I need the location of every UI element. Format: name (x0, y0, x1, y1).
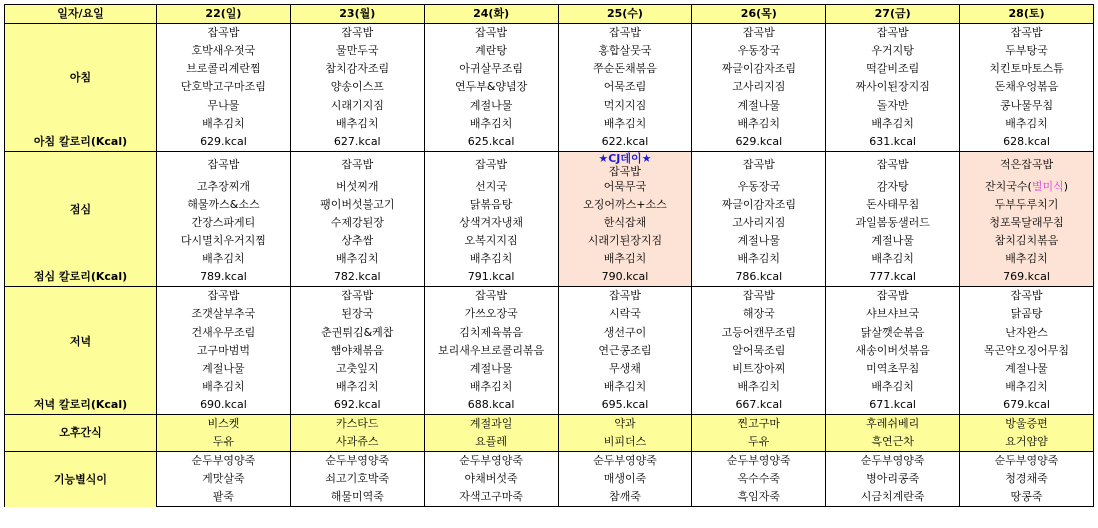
day-fri: 27(금) (826, 5, 960, 24)
menu-item: 배추김치 (826, 250, 960, 268)
dinner-row (5, 342, 1094, 360)
lunch-calorie-label: 점심 칼로리(Kcal) (5, 268, 157, 287)
menu-item: 김치제육볶음 (424, 324, 558, 342)
menu-item: 배추김치 (157, 115, 291, 133)
header-label: 일자/요일 (5, 5, 157, 24)
menu-item: 매생이죽 (558, 470, 692, 488)
menu-item: 잡곡밥 (960, 287, 1094, 306)
menu-item: 참치감자조림 (290, 60, 424, 78)
menu-item: 고사리지짐 (692, 214, 826, 232)
menu-item: 브로콜리계란찜 (157, 60, 291, 78)
menu-item: 땅콩죽 (960, 488, 1094, 507)
menu-item: 시락국 (558, 305, 692, 323)
menu-item: 오징어까스+소스 (558, 196, 692, 214)
calorie-value: 790.kcal (558, 268, 692, 287)
snack-section (5, 414, 1094, 451)
calorie-value: 786.kcal (692, 268, 826, 287)
menu-item: 카스타드 (290, 414, 424, 433)
menu-item: 배추김치 (424, 378, 558, 396)
menu-item: 두유 (157, 433, 291, 452)
menu-item: 감자탕 (826, 178, 960, 196)
menu-item: 계절나물 (692, 232, 826, 250)
lunch-row (5, 232, 1094, 250)
cj-day-badge: ★CJ데이★ (598, 151, 652, 165)
menu-item: 잡곡밥 (424, 287, 558, 306)
menu-item: 고등어캔무조림 (692, 324, 826, 342)
menu-item: 무생채 (558, 360, 692, 378)
dinner-row (5, 378, 1094, 396)
special-dish-tag: 별미식 (1031, 179, 1064, 193)
menu-item: 배추김치 (960, 378, 1094, 396)
menu-item: 비피더스 (558, 433, 692, 452)
calorie-value: 629.kcal (157, 133, 291, 152)
menu-item: 참치김치볶음 (960, 232, 1094, 250)
menu-item: 잡곡밥 (692, 151, 826, 178)
menu-item: 시래기지짐 (290, 96, 424, 114)
menu-item: 사과쥬스 (290, 433, 424, 452)
menu-item: 어묵조림 (558, 78, 692, 96)
menu-item: 배추김치 (826, 115, 960, 133)
menu-item: 건새우무조림 (157, 324, 291, 342)
dinner-row (5, 287, 1094, 306)
dinner-row (5, 360, 1094, 378)
menu-item: 오복지지짐 (424, 232, 558, 250)
menu-item: 잡곡밥 (290, 151, 424, 178)
menu-item: 고추장찌개 (157, 178, 291, 196)
menu-item: 알어묵조림 (692, 342, 826, 360)
breakfast-row (5, 115, 1094, 133)
menu-item: 순두부영양죽 (290, 452, 424, 471)
menu-item: 순두부영양죽 (826, 452, 960, 471)
menu-item: 순두부영양죽 (424, 452, 558, 471)
menu-item: 배추김치 (826, 378, 960, 396)
menu-item: 순두부영양죽 (558, 452, 692, 471)
menu-item: 한식잡채 (558, 214, 692, 232)
menu-item: 약과 (558, 414, 692, 433)
menu-item: 콩나물무침 (960, 96, 1094, 114)
menu-item: 버섯찌개 (290, 178, 424, 196)
menu-item (558, 151, 692, 178)
menu-item: 다시멸치우거지찜 (157, 232, 291, 250)
menu-item: 양송이스프 (290, 78, 424, 96)
calorie-value: 629.kcal (692, 133, 826, 152)
menu-item: 비트장아찌 (692, 360, 826, 378)
day-thu: 26(목) (692, 5, 826, 24)
menu-item: 잡곡밥 (826, 287, 960, 306)
menu-item: 순두부영양죽 (692, 452, 826, 471)
menu-item: 자색고구마죽 (424, 488, 558, 507)
lunch-calorie-row (5, 268, 1094, 287)
menu-item: 배추김치 (290, 115, 424, 133)
menu-item: 우거지탕 (826, 42, 960, 60)
menu-item: 배추김치 (290, 250, 424, 268)
menu-item: 단호박고구마조림 (157, 78, 291, 96)
lunch-section (5, 151, 1094, 287)
menu-item: 쭈순돈채볶음 (558, 60, 692, 78)
menu-item: 배추김치 (960, 115, 1094, 133)
menu-item: 잡곡밥 (424, 24, 558, 43)
lunch-row (5, 178, 1094, 196)
special-row (5, 488, 1094, 507)
menu-item: 배추김치 (157, 250, 291, 268)
breakfast-row (5, 78, 1094, 96)
lunch-label: 점심 (5, 151, 157, 268)
menu-item: 쇠고기호박죽 (290, 470, 424, 488)
menu-item: 흑임자죽 (692, 488, 826, 507)
menu-item: 상추쌈 (290, 232, 424, 250)
dinner-calorie-label: 저녁 칼로리(Kcal) (5, 396, 157, 415)
menu-item: 아귀살무조림 (424, 60, 558, 78)
weekly-menu-table (4, 4, 1094, 507)
calorie-value: 688.kcal (424, 396, 558, 415)
breakfast-calorie-row (5, 133, 1094, 152)
breakfast-row (5, 24, 1094, 43)
menu-item: 보리새우브로콜리볶음 (424, 342, 558, 360)
menu-item (960, 178, 1094, 196)
menu-item: 방울증편 (960, 414, 1094, 433)
dinner-section (5, 287, 1094, 415)
special-row (5, 470, 1094, 488)
menu-item: 연근콩조림 (558, 342, 692, 360)
calorie-value: 777.kcal (826, 268, 960, 287)
menu-item: 찐고구마 (692, 414, 826, 433)
menu-item: 간장스파게티 (157, 214, 291, 232)
menu-item: 과일봄동샐러드 (826, 214, 960, 232)
menu-item: 잡곡밥 (558, 287, 692, 306)
menu-item: 떡갈비조림 (826, 60, 960, 78)
menu-item: 병아리콩죽 (826, 470, 960, 488)
menu-item: 계절나물 (960, 360, 1094, 378)
menu-item: 계란탕 (424, 42, 558, 60)
dinner-row (5, 305, 1094, 323)
menu-item: 배추김치 (558, 378, 692, 396)
breakfast-calorie-label: 아침 칼로리(Kcal) (5, 133, 157, 152)
dinner-label: 저녁 (5, 287, 157, 396)
lunch-row (5, 250, 1094, 268)
calorie-value: 679.kcal (960, 396, 1094, 415)
menu-item: 배추김치 (157, 378, 291, 396)
menu-item: 잡곡밥 (157, 287, 291, 306)
header-row (5, 5, 1094, 24)
menu-item: 잡곡밥 (826, 24, 960, 43)
menu-item: 된장국 (290, 305, 424, 323)
menu-item: 연두부&양념장 (424, 78, 558, 96)
menu-item: 시금치계란죽 (826, 488, 960, 507)
menu-item: 계절나물 (692, 96, 826, 114)
menu-item: 계절나물 (424, 96, 558, 114)
breakfast-section (5, 24, 1094, 152)
day-tue: 24(화) (424, 5, 558, 24)
menu-item-text: ) (1063, 179, 1069, 193)
menu-item: 배추김치 (692, 115, 826, 133)
menu-item: 우동장국 (692, 178, 826, 196)
menu-item: 무나물 (157, 96, 291, 114)
snack-label: 오후간식 (5, 414, 157, 451)
menu-item: 요거얌얌 (960, 433, 1094, 452)
special-diet-section (5, 452, 1094, 507)
menu-item: 고사리지짐 (692, 78, 826, 96)
menu-item: 해물미역죽 (290, 488, 424, 507)
menu-item: 돈채우엉볶음 (960, 78, 1094, 96)
menu-item-text: 잡곡밥 (609, 164, 641, 178)
menu-item: 짜사이된장지짐 (826, 78, 960, 96)
menu-item: 돌자반 (826, 96, 960, 114)
menu-item: 선지국 (424, 178, 558, 196)
menu-item: 요플레 (424, 433, 558, 452)
menu-item: 두부탕국 (960, 42, 1094, 60)
breakfast-row (5, 60, 1094, 78)
special-label: 기능별식이 (5, 452, 157, 507)
menu-item: 햄야채볶음 (290, 342, 424, 360)
calorie-value: 789.kcal (157, 268, 291, 287)
menu-item: 순두부영양죽 (157, 452, 291, 471)
menu-item: 생선구이 (558, 324, 692, 342)
menu-item: 물만두국 (290, 42, 424, 60)
menu-item: 배추김치 (960, 250, 1094, 268)
menu-item: 청경채죽 (960, 470, 1094, 488)
menu-item: 배추김치 (290, 378, 424, 396)
menu-item: 잡곡밥 (960, 24, 1094, 43)
menu-item: 배추김치 (558, 250, 692, 268)
menu-item: 청포묵달래무침 (960, 214, 1094, 232)
menu-item: 닭곰탕 (960, 305, 1094, 323)
menu-item: 잡곡밥 (826, 151, 960, 178)
menu-item: 계절나물 (424, 360, 558, 378)
menu-item: 홍합살뭇국 (558, 42, 692, 60)
menu-item: 짜글이감자조림 (692, 60, 826, 78)
menu-item: 먹지지짐 (558, 96, 692, 114)
calorie-value: 671.kcal (826, 396, 960, 415)
menu-item: 해장국 (692, 305, 826, 323)
menu-item: 고구마범벅 (157, 342, 291, 360)
calorie-value: 667.kcal (692, 396, 826, 415)
menu-item: 계절나물 (157, 360, 291, 378)
menu-item: 난자완스 (960, 324, 1094, 342)
lunch-row (5, 214, 1094, 232)
menu-item: 돈사태무침 (826, 196, 960, 214)
menu-item: 배추김치 (424, 115, 558, 133)
menu-item: 새송이버섯볶음 (826, 342, 960, 360)
menu-item: 어묵무국 (558, 178, 692, 196)
menu-item: 해물까스&소스 (157, 196, 291, 214)
menu-item: 조갯살부추국 (157, 305, 291, 323)
calorie-value: 690.kcal (157, 396, 291, 415)
lunch-row (5, 151, 1094, 178)
menu-item: 샤브샤브국 (826, 305, 960, 323)
menu-item: 미역초무침 (826, 360, 960, 378)
calorie-value: 692.kcal (290, 396, 424, 415)
menu-item: 닭볶음탕 (424, 196, 558, 214)
day-wed: 25(수) (558, 5, 692, 24)
menu-item: 닭살깻순볶음 (826, 324, 960, 342)
menu-item: 적은잡곡밥 (960, 151, 1094, 178)
snack-row (5, 414, 1094, 433)
lunch-row (5, 196, 1094, 214)
menu-item: 잡곡밥 (692, 287, 826, 306)
calorie-value: 631.kcal (826, 133, 960, 152)
menu-item: 잡곡밥 (692, 24, 826, 43)
menu-item: 팥죽 (157, 488, 291, 507)
menu-item: 호박새우젓국 (157, 42, 291, 60)
menu-item: 상색겨자냉채 (424, 214, 558, 232)
menu-item: 시래기된장지짐 (558, 232, 692, 250)
breakfast-row (5, 96, 1094, 114)
calorie-value: 769.kcal (960, 268, 1094, 287)
dinner-calorie-row (5, 396, 1094, 415)
menu-item: 팽이버섯불고기 (290, 196, 424, 214)
menu-item: 계절과일 (424, 414, 558, 433)
day-mon: 23(월) (290, 5, 424, 24)
special-row (5, 452, 1094, 471)
menu-item: 배추김치 (424, 250, 558, 268)
menu-item: 배추김치 (558, 115, 692, 133)
menu-item: 고춧잎지 (290, 360, 424, 378)
menu-item: 짜글이감자조림 (692, 196, 826, 214)
day-sat: 28(토) (960, 5, 1094, 24)
menu-item: 배추김치 (692, 378, 826, 396)
menu-item: 춘권튀김&케찹 (290, 324, 424, 342)
calorie-value: 625.kcal (424, 133, 558, 152)
menu-item: 후레쉬베리 (826, 414, 960, 433)
calorie-value: 782.kcal (290, 268, 424, 287)
menu-item: 야채버섯죽 (424, 470, 558, 488)
breakfast-label: 아침 (5, 24, 157, 133)
breakfast-row (5, 42, 1094, 60)
menu-item: 목곤약오징어무침 (960, 342, 1094, 360)
menu-item: 참깨죽 (558, 488, 692, 507)
menu-item: 순두부영양죽 (960, 452, 1094, 471)
menu-item: 치킨토마토스튜 (960, 60, 1094, 78)
menu-item: 흑연근차 (826, 433, 960, 452)
menu-item: 가쓰오장국 (424, 305, 558, 323)
menu-item: 두부두루치기 (960, 196, 1094, 214)
calorie-value: 628.kcal (960, 133, 1094, 152)
menu-item-text: 잔치국수( (985, 179, 1032, 193)
menu-item: 잡곡밥 (424, 151, 558, 178)
menu-item: 잡곡밥 (558, 24, 692, 43)
menu-item: 우동장국 (692, 42, 826, 60)
calorie-value: 695.kcal (558, 396, 692, 415)
menu-item: 잡곡밥 (157, 151, 291, 178)
calorie-value: 622.kcal (558, 133, 692, 152)
menu-item: 게맛살죽 (157, 470, 291, 488)
menu-item: 수제강된장 (290, 214, 424, 232)
calorie-value: 791.kcal (424, 268, 558, 287)
menu-item: 두유 (692, 433, 826, 452)
dinner-row (5, 324, 1094, 342)
menu-item: 계절나물 (826, 232, 960, 250)
calorie-value: 627.kcal (290, 133, 424, 152)
menu-item: 잡곡밥 (290, 287, 424, 306)
day-sun: 22(일) (157, 5, 291, 24)
menu-item: 잡곡밥 (157, 24, 291, 43)
menu-item: 옥수수죽 (692, 470, 826, 488)
menu-item: 비스켓 (157, 414, 291, 433)
menu-item: 배추김치 (692, 250, 826, 268)
snack-row (5, 433, 1094, 452)
menu-item: 잡곡밥 (290, 24, 424, 43)
